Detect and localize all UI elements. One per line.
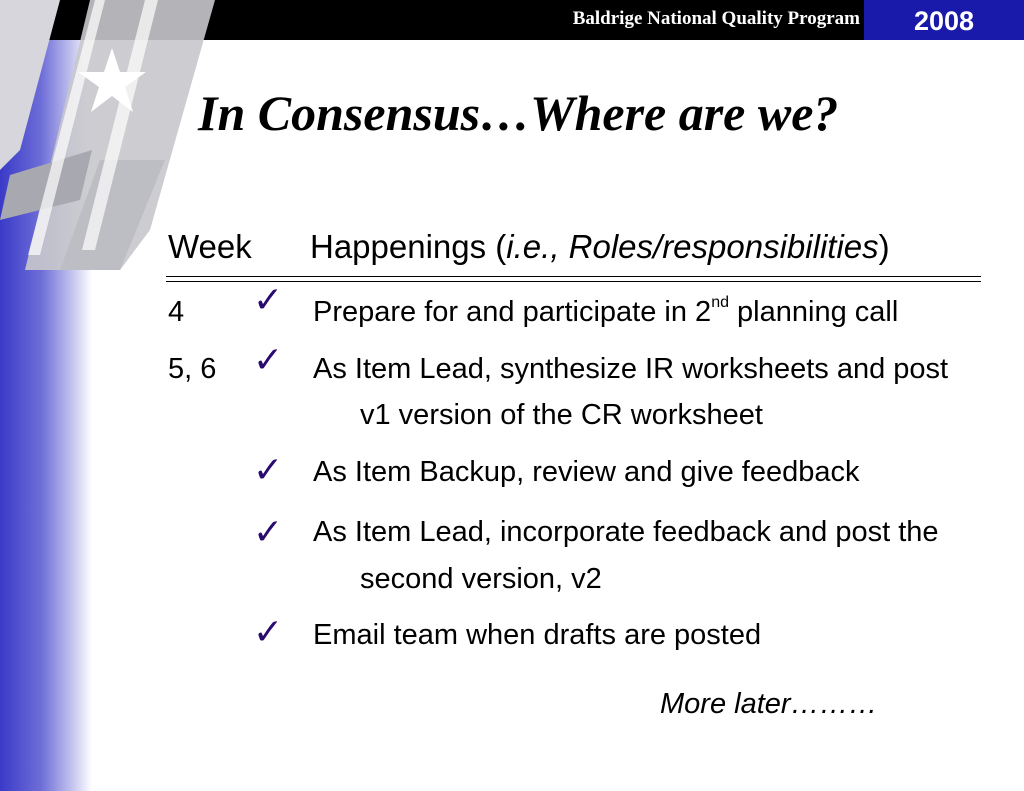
program-name: Baldrige National Quality Program <box>572 8 860 29</box>
column-header-happenings: Happenings (i.e., Roles/responsibilities) <box>310 228 890 265</box>
row-text: Prepare for and participate in 2nd planning call <box>313 294 899 328</box>
header-rule-bottom <box>166 281 981 282</box>
slide-title: In Consensus…Where are we? <box>198 85 839 141</box>
row-text: As Item Lead, incorporate feedback and post the <box>313 516 939 548</box>
check-icon: ✓ <box>253 612 284 653</box>
row-text-continued: v1 version of the CR worksheet <box>360 399 763 431</box>
row-text: As Item Backup, review and give feedback <box>313 456 860 488</box>
column-header-week: Week <box>168 228 252 265</box>
row-week: 5, 6 <box>168 353 217 385</box>
header-rule-top <box>166 276 981 277</box>
row-text: As Item Lead, synthesize IR worksheets and post <box>313 353 949 385</box>
check-icon: ✓ <box>253 512 284 553</box>
more-later-note: More later……… <box>660 688 878 720</box>
year-badge: 2008 <box>864 0 1024 40</box>
row-text-continued: second version, v2 <box>360 563 602 595</box>
check-icon: ✓ <box>253 450 284 491</box>
row-week: 4 <box>168 296 185 328</box>
check-icon: ✓ <box>253 340 284 381</box>
check-icon: ✓ <box>253 280 284 321</box>
row-text: Email team when drafts are posted <box>313 619 762 651</box>
